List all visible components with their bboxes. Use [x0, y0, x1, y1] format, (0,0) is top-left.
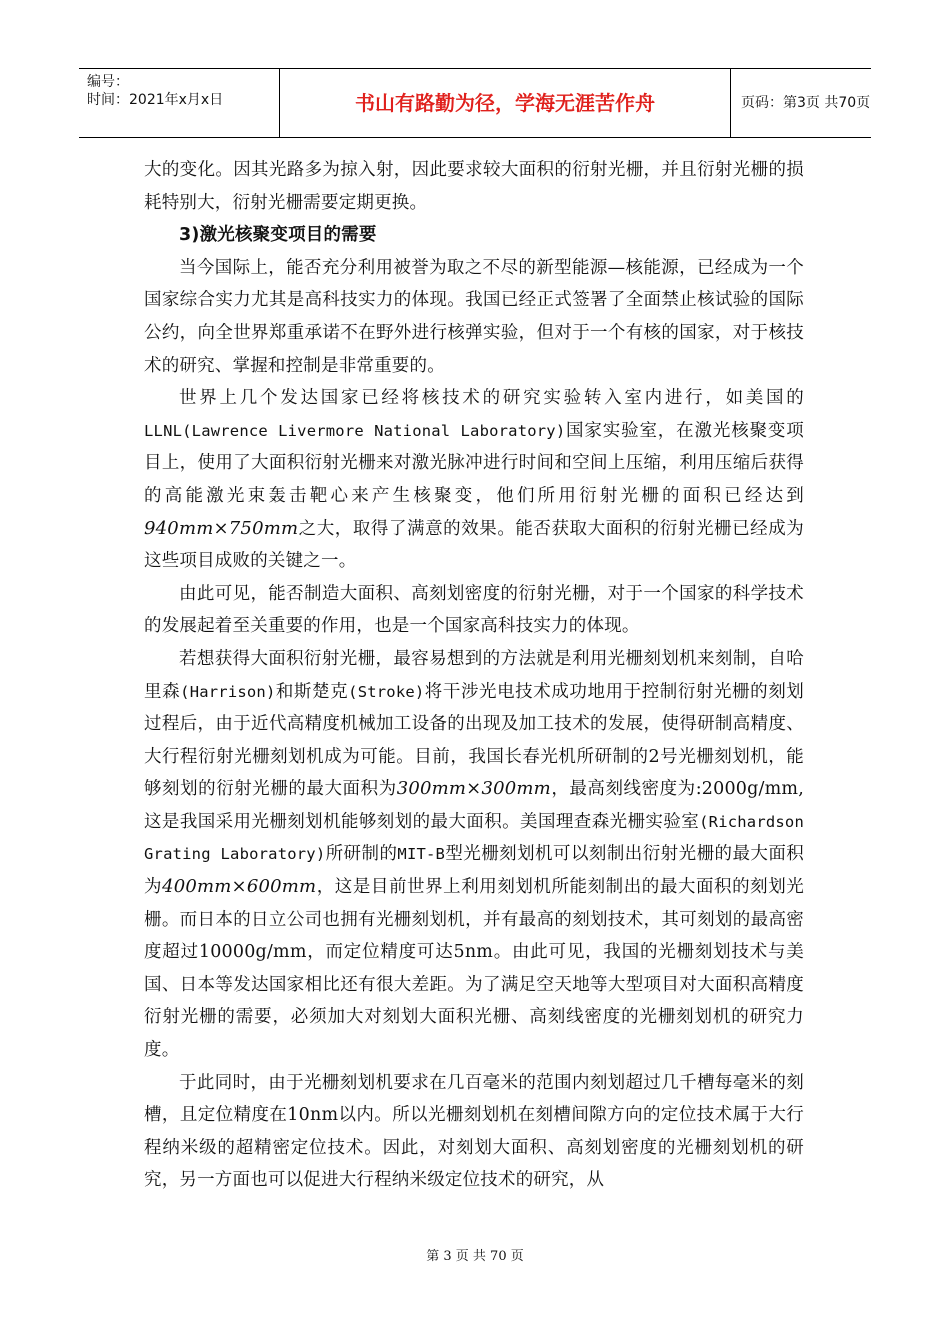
document-body: [144, 154, 804, 1197]
name-harrison: (Harrison): [180, 682, 276, 701]
text-run: 之大，取得了满意的效果。能否获取大面积的衍射光栅已经成为这些项目成败的关键之一。: [144, 518, 804, 572]
lab-name: LLNL(Lawrence Livermore National Laboratory): [144, 421, 566, 440]
text-run: 型光栅刻划机可以刻制出衍射光栅的最大面积为: [144, 844, 805, 898]
text-run: ，最高刻线密度为:2000g/mm,这是我国采用光栅刻划机能够刻划的最大面积。美国理查森光栅实验室: [144, 779, 804, 832]
paragraph-positioning: 于此同时，由于光栅刻划机要求在几百毫米的范围内刻划超过几千槽每毫米的刻槽，且定位精度在10nm以内。所以光栅刻划机在刻槽间隙方向的定位技术属于大行程纳米级的超精密定位技术。因此，对刻划大面积、高刻划密度的光栅刻划机的研究，另一方面也可以促进大行程纳米级定位技术的研究，从: [144, 1072, 804, 1191]
paragraph-importance: 由此可见，能否制造大面积、高刻划密度的衍射光栅，对于一个国家的科学技术的发展起着至关重要的作用，也是一个国家高科技实力的体现。: [144, 583, 804, 637]
math-dimension: 400mm×600mm: [162, 876, 317, 898]
text-run: ，这是目前世界上利用刻划机所能刻制出的最大面积的刻划光栅。而日本的日立公司也拥有光栅刻划机，并有最高的刻划技术，其可刻划的最高密度超过10000g/mm，而定位精度可达5nm。由此可见，我国的光栅刻划技术与美国、日本等发达国家相比还有很大差距。为了满足空天地等大型项目对大面积高精度衍射光栅的需要，必须加大对刻划大面积光栅、高刻线密度的光栅刻划机的研究力度。: [144, 877, 804, 1061]
model-name: MIT-B: [397, 845, 446, 864]
math-dimension: 940mm×750mm: [144, 517, 299, 539]
name-stroke: (Stroke): [348, 682, 425, 701]
page-header: [79, 68, 871, 138]
paragraph-ruling-engine: [144, 643, 804, 1067]
paragraph-nuclear-energy: 当今国际上，能否充分利用被誉为取之不尽的新型能源—核能源，已经成为一个国家综合实力尤其是高科技实力的体现。我国已经正式签署了全面禁止核试验的国际公约，向全世界郑重承诺不在野外进行核弹实验，但对于一个有核的国家，对于核技术的研究、掌握和控制是非常重要的。: [144, 257, 804, 376]
text-run: 将干涉光电技术成功地用于控制衍射光栅的刻划过程后，由于近代高精度机械加工设备的出现及加工技术的发展，使得研制高精度、大行程衍射光栅刻划机成为可能。目前，我国长春光机所研制的2号光栅刻划机，能够刻划的衍射光栅的最大面积为: [144, 681, 804, 800]
paragraph-continued: 大的变化。因其光路多为掠入射，因此要求较大面积的衍射光栅，并且衍射光栅的损耗特别大，衍射光栅需要定期更换。: [144, 160, 804, 213]
header-page-info: 页码：第3页 共70页: [741, 95, 871, 111]
text-run: 若想获得大面积衍射光栅，最容易想到的方法就是利用光栅刻划机来刻制，自哈里森: [144, 648, 804, 702]
doc-number-label: 编号：: [87, 74, 129, 90]
header-motto: 书山有路勤为径，学海无涯苦作舟: [280, 69, 731, 137]
text-run: 世界上几个发达国家已经将核技术的研究实验转入室内进行，如美国的: [179, 388, 804, 409]
section-heading: 3)激光核聚变项目的需要: [179, 225, 377, 246]
text-run: 国家实验室，在激光核聚变项目上，使用了大面积衍射光栅来对激光脉冲进行时间和空间上压缩，利用压缩后获得的高能激光束轰击靶心来产生核聚变，他们所用衍射光栅的面积已经达到: [144, 420, 804, 506]
text-run: 所研制的: [325, 844, 398, 865]
header-meta: [79, 69, 280, 137]
paragraph-llnl: [144, 382, 804, 578]
page-footer: 第 3 页 共 70 页: [426, 1249, 524, 1264]
doc-date: 时间：2021年x月x日: [87, 92, 224, 108]
text-run: 和斯楚克: [275, 681, 349, 702]
lab-name: (Richardson Grating Laboratory): [144, 812, 804, 864]
math-dimension: 300mm×300mm: [396, 778, 551, 800]
